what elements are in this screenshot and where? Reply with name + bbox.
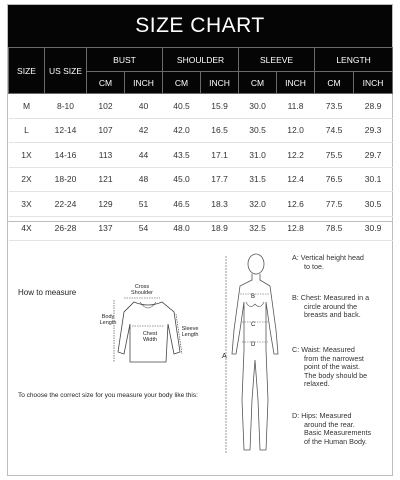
cell-bust-cm: 113 [87, 143, 125, 168]
cell-us-size: 26-28 [45, 216, 87, 241]
legend-line: Waist: Measured [301, 345, 355, 354]
cell-sleeve-cm: 31.5 [239, 167, 277, 192]
size-chart-title: SIZE CHART [8, 5, 392, 47]
cell-length-cm: 78.5 [315, 216, 354, 241]
cell-sleeve-inch: 12.6 [277, 192, 315, 217]
header-us-size: US SIZE [45, 48, 87, 94]
cell-shoulder-cm: 42.0 [163, 118, 201, 143]
cell-us-size: 14-16 [45, 143, 87, 168]
cell-shoulder-inch: 15.9 [201, 94, 239, 119]
table-row [9, 94, 393, 119]
legend-line: Hips: Measured [301, 411, 352, 420]
cell-size: 2X [9, 167, 45, 192]
legend-key: B: [292, 293, 299, 302]
header-shoulder-cm: CM [163, 72, 201, 94]
header-shoulder-inch: INCH [201, 72, 239, 94]
table-row [9, 118, 393, 143]
legend-line: from the narrowest [304, 353, 364, 363]
legend-line: point of the waist. [304, 362, 360, 372]
cell-length-inch: 28.9 [354, 94, 393, 119]
cell-length-inch: 30.1 [354, 167, 393, 192]
body-length-label-2: Length [99, 320, 117, 326]
cell-sleeve-inch: 12.0 [277, 118, 315, 143]
legend-line: to toe. [304, 261, 324, 271]
cell-length-inch: 29.7 [354, 143, 393, 168]
cell-bust-cm: 107 [87, 118, 125, 143]
cell-bust-cm: 137 [87, 216, 125, 241]
cell-bust-inch: 54 [125, 216, 163, 241]
body-letter-a: A [222, 353, 227, 360]
cell-bust-inch: 40 [125, 94, 163, 119]
cell-shoulder-inch: 18.3 [201, 192, 239, 217]
header-length-inch: INCH [354, 72, 393, 94]
cell-length-cm: 76.5 [315, 167, 354, 192]
chest-width-label-2: Width [142, 337, 158, 343]
header-bust-inch: INCH [125, 72, 163, 94]
cell-shoulder-cm: 48.0 [163, 216, 201, 241]
cell-sleeve-cm: 30.0 [239, 94, 277, 119]
body-figure [220, 250, 290, 470]
choose-size-text: To choose the correct size for you measure your body like this: [18, 392, 198, 399]
cell-shoulder-cm: 40.5 [163, 94, 201, 119]
header-length-cm: CM [315, 72, 354, 94]
legend-line: Chest: Measured in a [300, 293, 370, 302]
legend-d [292, 412, 371, 446]
cell-bust-cm: 129 [87, 192, 125, 217]
cell-length-cm: 75.5 [315, 143, 354, 168]
cell-sleeve-cm: 30.5 [239, 118, 277, 143]
cell-length-cm: 74.5 [315, 118, 354, 143]
sleeve-length-label: Sleeve [181, 326, 199, 332]
cell-us-size: 22-24 [45, 192, 87, 217]
body-letter-d: D [251, 342, 256, 348]
table-row [9, 192, 393, 217]
cell-shoulder-cm: 43.5 [163, 143, 201, 168]
cell-bust-inch: 42 [125, 118, 163, 143]
cell-bust-inch: 44 [125, 143, 163, 168]
legend-line: around the rear. [304, 419, 355, 429]
header-sleeve-cm: CM [239, 72, 277, 94]
legend-a [292, 254, 364, 271]
cell-length-inch: 29.3 [354, 118, 393, 143]
legend-line: breasts and back. [304, 310, 361, 320]
cross-shoulder-label: Cross [134, 284, 150, 290]
cell-size: M [9, 94, 45, 119]
cell-sleeve-cm: 31.0 [239, 143, 277, 168]
cell-length-cm: 77.5 [315, 192, 354, 217]
cell-shoulder-inch: 17.1 [201, 143, 239, 168]
legend-line: The body should be [304, 370, 368, 380]
cell-shoulder-inch: 16.5 [201, 118, 239, 143]
cell-bust-inch: 51 [125, 192, 163, 217]
header-sleeve: SLEEVE [239, 48, 315, 72]
measure-guide [8, 221, 392, 478]
header-bust-cm: CM [87, 72, 125, 94]
cell-shoulder-inch: 18.9 [201, 216, 239, 241]
legend-line: of the Human Body. [304, 436, 367, 446]
cell-size: L [9, 118, 45, 143]
legend-key: D: [292, 411, 300, 420]
legend-key: C: [292, 345, 300, 354]
legend-c [292, 346, 367, 389]
table-row [9, 167, 393, 192]
body-letter-b: B [251, 294, 256, 300]
cell-shoulder-cm: 45.0 [163, 167, 201, 192]
header-bust: BUST [87, 48, 163, 72]
cell-sleeve-cm: 32.0 [239, 192, 277, 217]
header-length: LENGTH [315, 48, 393, 72]
cell-us-size: 12-14 [45, 118, 87, 143]
cell-length-cm: 73.5 [315, 94, 354, 119]
cell-bust-inch: 48 [125, 167, 163, 192]
cell-sleeve-inch: 12.4 [277, 167, 315, 192]
legend-line: Basic Measurements [304, 428, 372, 438]
cell-us-size: 18-20 [45, 167, 87, 192]
cell-sleeve-inch: 12.8 [277, 216, 315, 241]
legend-line: relaxed. [304, 379, 330, 389]
legend-line: circle around the [304, 301, 358, 311]
legend-key: A: [292, 253, 299, 262]
garment-diagram [94, 278, 214, 378]
cross-shoulder-label-2: Shoulder [130, 290, 154, 296]
cell-sleeve-inch: 12.2 [277, 143, 315, 168]
cell-length-inch: 30.9 [354, 216, 393, 241]
how-to-measure-label: How to measure [18, 288, 77, 297]
cell-shoulder-cm: 46.5 [163, 192, 201, 217]
legend-line: Vertical height head [300, 253, 364, 262]
cell-sleeve-inch: 11.8 [277, 94, 315, 119]
legend-b [292, 294, 369, 320]
sleeve-length-label-2: Length [181, 332, 199, 338]
cell-length-inch: 30.5 [354, 192, 393, 217]
cell-shoulder-inch: 17.7 [201, 167, 239, 192]
header-shoulder: SHOULDER [163, 48, 239, 72]
cell-size: 3X [9, 192, 45, 217]
body-letter-c: C [251, 322, 256, 328]
header-size: SIZE [9, 48, 45, 94]
body-length-label: Body [101, 314, 115, 320]
cell-sleeve-cm: 32.5 [239, 216, 277, 241]
size-table [8, 47, 393, 241]
cell-bust-cm: 102 [87, 94, 125, 119]
table-row [9, 143, 393, 168]
header-sleeve-inch: INCH [277, 72, 315, 94]
cell-bust-cm: 121 [87, 167, 125, 192]
cell-us-size: 8-10 [45, 94, 87, 119]
chest-width-label: Chest [142, 331, 158, 337]
size-chart-card [7, 4, 393, 476]
cell-size: 1X [9, 143, 45, 168]
cell-size: 4X [9, 216, 45, 241]
